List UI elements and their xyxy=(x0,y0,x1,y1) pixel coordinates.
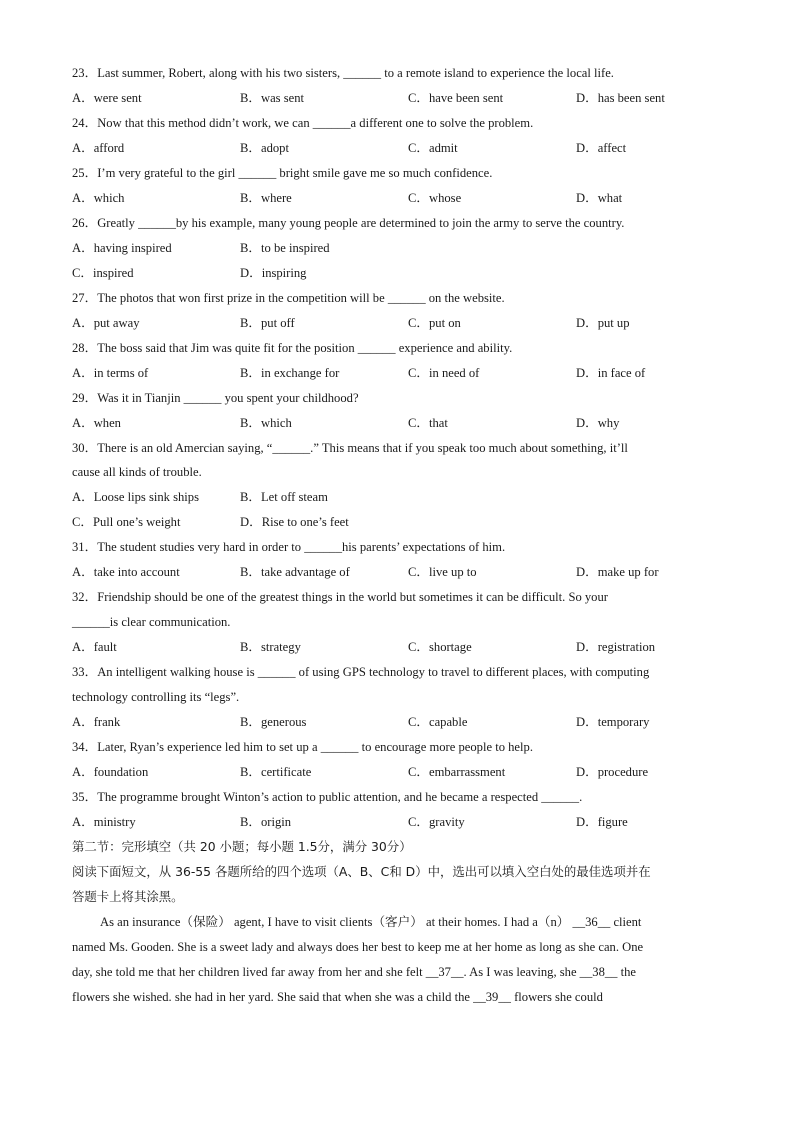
question-34-option-a: A．foundation xyxy=(72,765,149,779)
question-25-option-a: A．which xyxy=(72,191,125,205)
question-24-option-d: D．affect xyxy=(576,141,627,155)
question-27-option-a: A．put away xyxy=(72,316,140,330)
passage-line-4: flowers she wished. she had in her yard. She said that when she was a child the __39__ flowers she could xyxy=(72,990,603,1004)
section-instruction-line2: 答题卡上将其涂黑。 xyxy=(72,889,184,904)
passage-line-3: day, she told me that her children lived far away from her and she felt __37__. As I was leaving, she __38__ the xyxy=(72,965,636,979)
question-28-option-a: A．in terms of xyxy=(72,366,149,380)
question-26-stem: 26．Greatly ______by his example, many young people are determined to join the army to serve the country. xyxy=(72,216,625,230)
question-33-option-d: D．temporary xyxy=(576,715,650,729)
question-28-stem: 28．The boss said that Jim was quite fit for the position ______ experience and ability. xyxy=(72,341,513,355)
question-32-stem: 32．Friendship should be one of the greatest things in the world but sometimes it can be difficult. So your xyxy=(72,590,608,604)
question-27-stem: 27．The photos that won first prize in the competition will be ______ on the website. xyxy=(72,291,505,305)
question-26-option-b: B．to be inspired xyxy=(240,241,330,255)
question-30-option-b: B．Let off steam xyxy=(240,490,328,504)
question-33-option-c: C．capable xyxy=(408,715,468,729)
question-26-option-d: D．inspiring xyxy=(240,266,307,280)
question-25-stem: 25．I’m very grateful to the girl ______ bright smile gave me so much confidence. xyxy=(72,166,493,180)
question-31-option-b: B．take advantage of xyxy=(240,565,350,579)
question-33-stem: 33．An intelligent walking house is ______ of using GPS technology to travel to different places, with computing xyxy=(72,665,650,679)
section-instruction-line1: 阅读下面短文，从 36-55 各题所给的四个选项（A、B、C和 D）中，选出可以填入空白处的最佳选项并在 xyxy=(72,864,651,879)
question-23-option-a: A．were sent xyxy=(72,91,142,105)
question-34-option-d: D．procedure xyxy=(576,765,649,779)
question-25-option-c: C．whose xyxy=(408,191,462,205)
passage-line-1: As an insurance（保险） agent, I have to visit clients（客户） at their homes. I had a（n） __36__ client xyxy=(100,915,642,929)
question-33-option-b: B．generous xyxy=(240,715,307,729)
question-29-option-a: A．when xyxy=(72,416,121,430)
question-31-option-c: C．live up to xyxy=(408,565,477,579)
question-35-option-a: A．ministry xyxy=(72,815,136,829)
question-30-stem-continued: cause all kinds of trouble. xyxy=(72,465,202,479)
question-30-stem: 30．There is an old Amercian saying, “______.” This means that if you speak too much about something, it’ll xyxy=(72,441,628,455)
question-23-option-b: B．was sent xyxy=(240,91,305,105)
question-30-option-d: D．Rise to one’s feet xyxy=(240,515,349,529)
question-32-option-b: B．strategy xyxy=(240,640,301,654)
question-23-option-c: C．have been sent xyxy=(408,91,504,105)
section-heading: 第二节：完形填空（共 20 小题；每小题 1.5分，满分 30分） xyxy=(72,839,412,854)
question-24-option-a: A．afford xyxy=(72,141,125,155)
passage-line-2: named Ms. Gooden. She is a sweet lady and always does her best to keep me at her home as long as she can. One xyxy=(72,940,644,954)
question-31-option-d: D．make up for xyxy=(576,565,659,579)
question-35-option-d: D．figure xyxy=(576,815,628,829)
question-27-option-c: C．put on xyxy=(408,316,461,330)
question-27-option-b: B．put off xyxy=(240,316,295,330)
question-23-option-d: D．has been sent xyxy=(576,91,665,105)
question-32-option-c: C．shortage xyxy=(408,640,472,654)
question-33-option-a: A．frank xyxy=(72,715,121,729)
question-27-option-d: D．put up xyxy=(576,316,630,330)
question-34-option-c: C．embarrassment xyxy=(408,765,506,779)
question-28-option-c: C．in need of xyxy=(408,366,480,380)
question-24-stem: 24．Now that this method didn’t work, we can ______a different one to solve the problem. xyxy=(72,116,534,130)
question-30-option-c: C．Pull one’s weight xyxy=(72,515,181,529)
question-24-option-b: B．adopt xyxy=(240,141,289,155)
question-33-stem-continued: technology controlling its “legs”. xyxy=(72,690,240,704)
question-24-option-c: C．admit xyxy=(408,141,458,155)
question-32-option-d: D．registration xyxy=(576,640,656,654)
question-23-stem: 23．Last summer, Robert, along with his two sisters, ______ to a remote island to experience the local life. xyxy=(72,66,614,80)
question-35-stem: 35．The programme brought Winton’s action to public attention, and he became a respected ______. xyxy=(72,790,583,804)
question-34-option-b: B．certificate xyxy=(240,765,312,779)
question-35-option-c: C．gravity xyxy=(408,815,465,829)
question-29-option-b: B．which xyxy=(240,416,292,430)
question-32-stem-continued: ______is clear communication. xyxy=(72,615,231,629)
question-34-stem: 34．Later, Ryan’s experience led him to set up a ______ to encourage more people to help. xyxy=(72,740,533,754)
question-31-option-a: A．take into account xyxy=(72,565,180,579)
question-28-option-b: B．in exchange for xyxy=(240,366,340,380)
question-29-option-d: D．why xyxy=(576,416,620,430)
question-35-option-b: B．origin xyxy=(240,815,292,829)
question-26-option-c: C．inspired xyxy=(72,266,134,280)
question-28-option-d: D．in face of xyxy=(576,366,646,380)
question-26-option-a: A．having inspired xyxy=(72,241,172,255)
question-30-option-a: A．Loose lips sink ships xyxy=(72,490,199,504)
question-29-stem: 29．Was it in Tianjin ______ you spent your childhood? xyxy=(72,391,359,405)
question-25-option-b: B．where xyxy=(240,191,292,205)
question-32-option-a: A．fault xyxy=(72,640,117,654)
question-25-option-d: D．what xyxy=(576,191,623,205)
question-29-option-c: C．that xyxy=(408,416,448,430)
question-31-stem: 31．The student studies very hard in order to ______his parents’ expectations of him. xyxy=(72,540,506,554)
